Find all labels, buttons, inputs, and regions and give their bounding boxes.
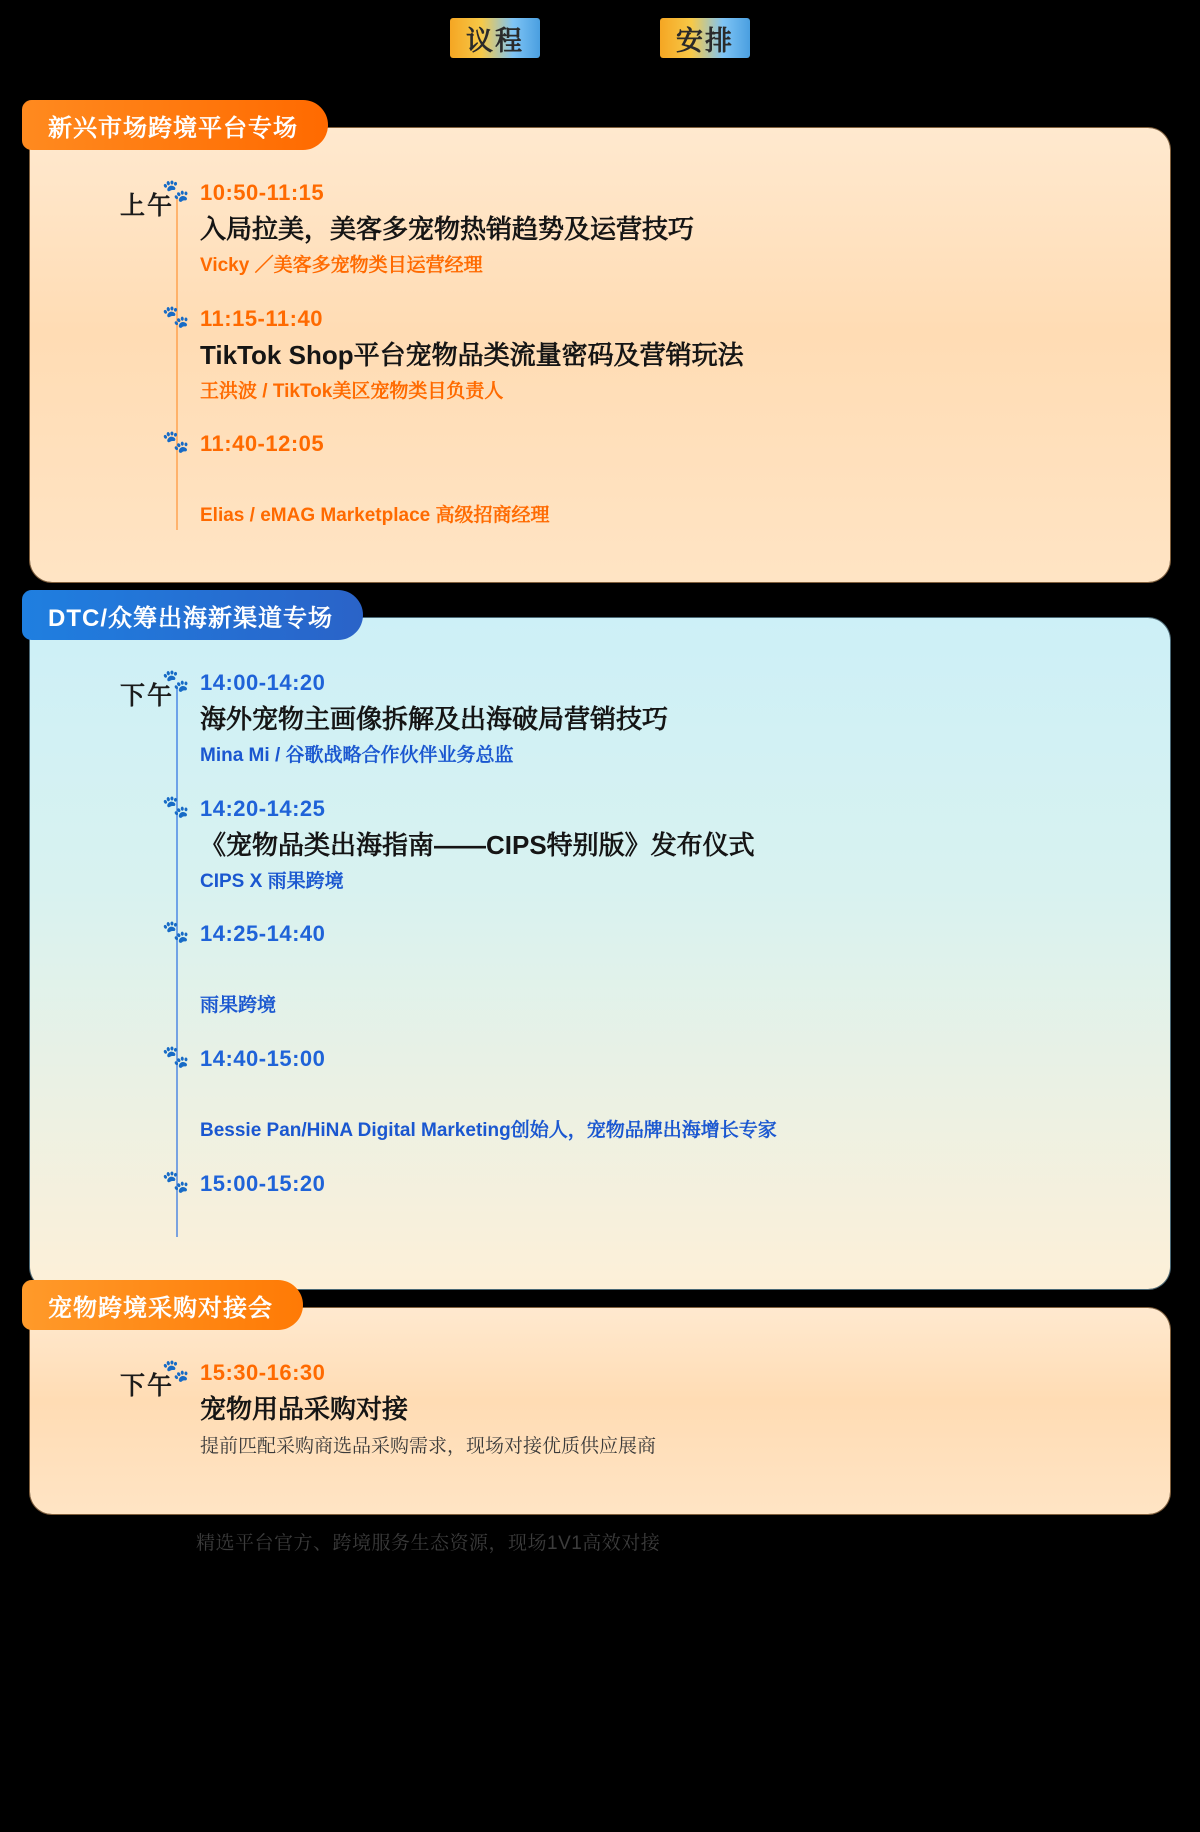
paw-icon: 🐾: [162, 303, 190, 329]
agenda-item[interactable]: [162, 178, 1130, 280]
paw-icon: 🐾: [162, 668, 190, 693]
agenda-item[interactable]: [162, 1358, 1130, 1462]
agenda-speaker: Mina Mi / 谷歌战略合作伙伴业务总监: [200, 745, 514, 767]
paw-icon: 🐾: [162, 1043, 190, 1069]
timeline-rail: [176, 198, 178, 530]
period-label: 下午: [120, 1372, 175, 1400]
masthead-right-label: 安排: [660, 18, 750, 58]
agenda-title: [200, 463, 1130, 497]
agenda-title: 宠物用品采购对接: [200, 1394, 409, 1424]
agenda-item[interactable]: [162, 1043, 1130, 1145]
paw-icon: 🐾: [162, 429, 190, 455]
agenda-title: 入局拉美，美客多宠物热销趋势及运营技巧: [200, 214, 695, 244]
agenda-list: [70, 1360, 1130, 1462]
agenda-time: 11:15-11:40: [200, 305, 323, 331]
agenda-time: 14:00-14:20: [200, 670, 326, 695]
agenda-time: 14:40-15:00: [200, 1045, 326, 1071]
agenda-title: [200, 1078, 1130, 1112]
agenda-time: 15:00-15:20: [200, 1170, 326, 1196]
agenda-speaker: Elias / eMAG Marketplace 高级招商经理: [200, 505, 550, 527]
agenda-time: 15:30-16:30: [200, 1360, 326, 1385]
agenda-item[interactable]: [162, 303, 1130, 406]
agenda-item[interactable]: [162, 668, 1130, 770]
agenda-speaker: 王洪波 / TikTok美区宠物类目负责人: [200, 380, 504, 402]
agenda-item[interactable]: [162, 429, 1130, 530]
period-label: 下午: [120, 682, 175, 710]
agenda-item[interactable]: [162, 919, 1130, 1020]
section-card: [30, 114, 1170, 582]
section-procurement: [30, 1294, 1170, 1514]
agenda-speaker: Bessie Pan/HiNA Digital Marketing创始人，宠物品牌出海增长专家: [200, 1119, 777, 1141]
agenda-list: [70, 180, 1130, 530]
section-card: [30, 604, 1170, 1289]
agenda-list: [70, 670, 1130, 1237]
paw-icon: 🐾: [162, 919, 190, 945]
paw-icon: 🐾: [162, 1168, 190, 1194]
masthead-left-label: 议程: [450, 18, 540, 58]
agenda-title: 《宠物品类出海指南——CIPS特别版》发布仪式: [200, 829, 755, 860]
agenda-speaker: CIPS X 雨果跨境: [200, 870, 344, 892]
agenda-speaker: Vicky ／美客多宠物类目运营经理: [200, 255, 483, 277]
agenda-description: 提前匹配采购商选品采购需求，现场对接优质供应展商: [200, 1436, 657, 1458]
section-dtc-crowdfunding: [30, 604, 1170, 1289]
agenda-item[interactable]: [162, 1168, 1130, 1237]
agenda-time: 11:40-12:05: [200, 431, 325, 457]
agenda-time: 14:20-14:25: [200, 795, 326, 821]
timeline-rail: [176, 688, 178, 1237]
period-label: 上午: [120, 192, 175, 220]
section-tag: 新兴市场跨境平台专场: [22, 100, 328, 150]
agenda-time: 14:25-14:40: [200, 921, 326, 947]
agenda-title: [200, 1203, 1130, 1237]
paw-icon: 🐾: [162, 1358, 190, 1383]
masthead: [0, 10, 1200, 66]
agenda-time: 10:50-11:15: [200, 180, 325, 205]
agenda-item[interactable]: [162, 793, 1130, 896]
agenda-title: TikTok Shop平台宠物品类流量密码及营销玩法: [200, 339, 744, 370]
agenda-title: [200, 953, 1130, 987]
agenda-speaker: 雨果跨境: [200, 995, 277, 1017]
paw-icon: 🐾: [162, 793, 190, 819]
section-tag: 宠物跨境采购对接会: [22, 1280, 303, 1330]
footnote: 精选平台官方、跨境服务生态资源，现场1V1高效对接: [196, 1533, 661, 1554]
section-emerging-market: [30, 114, 1170, 582]
section-tag: DTC/众筹出海新渠道专场: [22, 590, 363, 640]
section-card: [30, 1294, 1170, 1514]
paw-icon: 🐾: [162, 178, 190, 203]
agenda-title: 海外宠物主画像拆解及出海破局营销技巧: [200, 704, 669, 734]
